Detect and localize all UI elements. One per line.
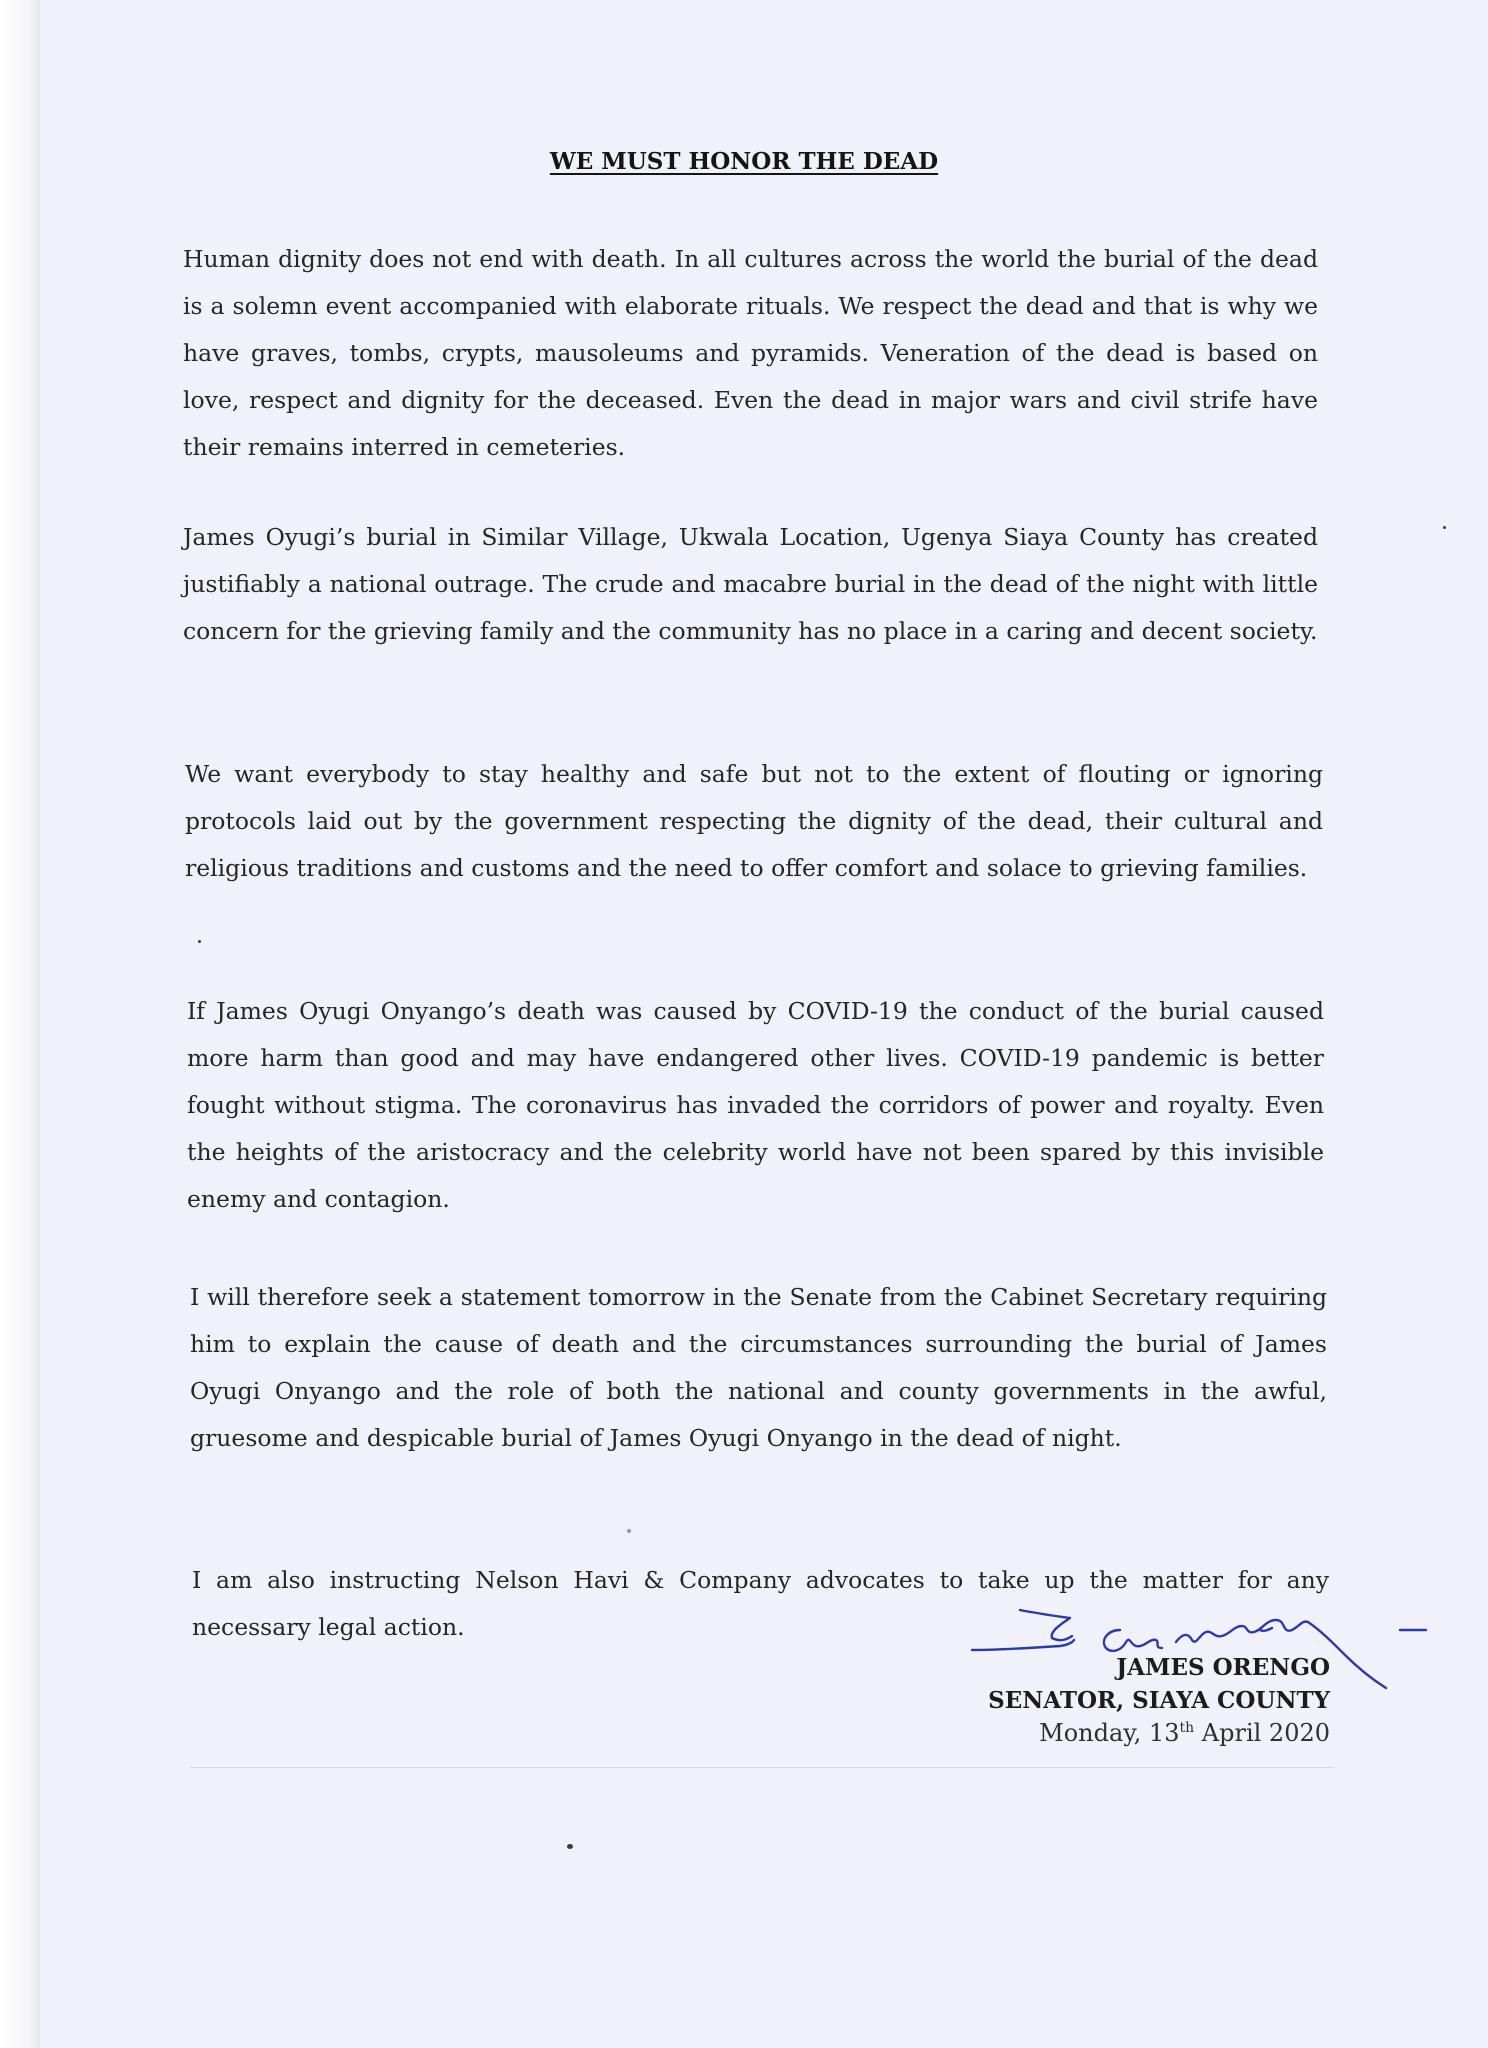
paragraph-1: Human dignity does not end with death. In all cultures across the world the burial of the dead is a solemn event accompanied with elaborate rituals. We respect the dead and that is why we have graves, tombs, crypts, mausoleums and pyramids. Veneration of the dead is based on love, respect and dignity for the deceased. Even the dead in major wars and civil strife have their remains interred in cemeteries. [183, 245, 1318, 461]
paragraph-4: If James Oyugi Onyango’s death was caused by COVID-19 the conduct of the burial caused more harm than good and may have endangered other lives. COVID-19 pandemic is better fought without stigma. The coronavirus has invaded the corridors of power and royalty. Even the heights of the aristocracy and the celebrity world have not been spared by this invisible enemy and contagion. [187, 997, 1324, 1213]
signatory-name: JAMES ORENGO [1116, 1654, 1330, 1681]
scan-speck [627, 1529, 631, 1533]
date-month-year: April 2020 [1194, 1719, 1330, 1747]
paragraph-6: I am also instructing Nelson Havi & Company advocates to take up the matter for any necessary legal action. [192, 1566, 1329, 1641]
date-ordinal: th [1179, 1720, 1195, 1736]
document-title: WE MUST HONOR THE DEAD [549, 148, 939, 175]
statement-date [988, 1717, 1330, 1750]
scan-speck [198, 940, 201, 943]
date-day: Monday, 13 [1039, 1719, 1180, 1747]
paragraph-2: James Oyugi’s burial in Similar Village, Ukwala Location, Ugenya Siaya County has created justifiably a national outrage. The crude and macabre burial in the dead of the night with little concern for the grieving family and the community has no place in a caring and decent society. [183, 523, 1318, 645]
scan-speck [567, 1844, 573, 1849]
scan-speck [1443, 526, 1446, 529]
footer-divider [190, 1767, 1333, 1768]
paragraph-5: I will therefore seek a statement tomorrow in the Senate from the Cabinet Secretary requiring him to explain the cause of death and the circumstances surrounding the burial of James Oyugi Onyango and the role of both the national and county governments in the awful, gruesome and despicable burial of James Oyugi Onyango in the dead of night. [190, 1283, 1327, 1452]
signatory-title: SENATOR, SIAYA COUNTY [988, 1687, 1330, 1714]
paragraph-3: We want everybody to stay healthy and safe but not to the extent of flouting or ignoring protocols laid out by the government respecting the dignity of the dead, their cultural and religious traditions and customs and the need to offer comfort and solace to grieving families. [185, 760, 1323, 882]
scan-left-margin [0, 0, 40, 2048]
signature-block [988, 1651, 1330, 1750]
